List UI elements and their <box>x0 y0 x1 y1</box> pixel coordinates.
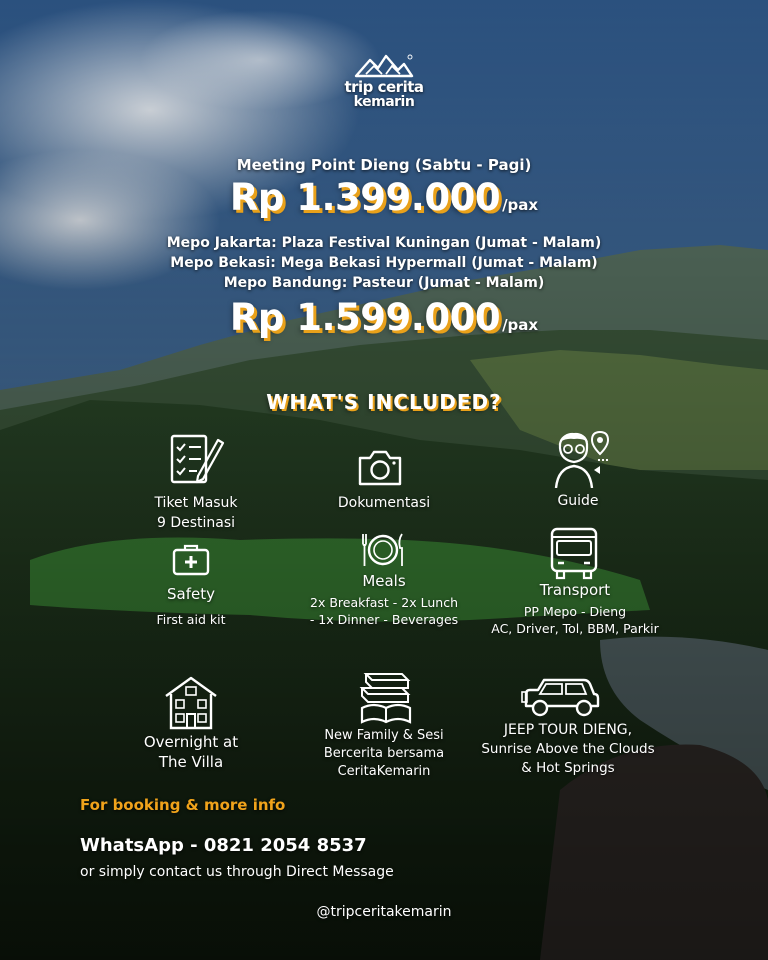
item-books-line3: CeritaKemarin <box>337 764 431 779</box>
item-safety-detail: First aid kit <box>156 612 226 627</box>
booking-info-label: For booking & more info <box>80 796 286 814</box>
item-villa-line1: Overnight at <box>143 733 239 751</box>
jeep-icon <box>520 676 606 720</box>
item-transport-detail-line1: PP Mepo - Dieng <box>523 604 627 619</box>
meeting-point-dieng: Meeting Point Dieng (Sabtu - Pagi) <box>236 156 532 174</box>
item-meals-title: Meals <box>362 572 406 590</box>
item-jeep-line2: Sunrise Above the Clouds <box>481 741 655 757</box>
per-pax-label: /pax <box>502 316 539 334</box>
price-mepo-row <box>0 296 768 339</box>
guide-person-icon <box>552 430 612 488</box>
price-mepo: Rp 1.599.000 <box>229 296 501 339</box>
instagram-handle[interactable]: @tripceritakemarin <box>316 904 452 920</box>
bus-icon <box>548 527 600 581</box>
price-dieng-row <box>0 176 768 219</box>
price-dieng: Rp 1.399.000 <box>229 176 501 219</box>
item-tiket-masuk-line2: 9 Destinasi <box>156 515 236 531</box>
villa-icon <box>162 674 220 732</box>
first-aid-kit-icon <box>172 543 210 577</box>
item-safety-title: Safety <box>167 585 215 603</box>
checklist-icon <box>168 430 226 486</box>
brand-logo <box>336 52 432 109</box>
item-meals-detail-line2: - 1x Dinner - Beverages <box>309 612 459 627</box>
logo-text-line2: kemarin <box>353 94 415 110</box>
item-jeep-line1: JEEP TOUR DIENG, <box>503 722 633 738</box>
logo-text-line1: trip cerita <box>344 78 424 96</box>
item-guide: Guide <box>557 493 599 509</box>
books-icon <box>358 670 414 724</box>
per-pax-label: /pax <box>502 196 539 214</box>
mountain-logo-icon <box>352 52 416 80</box>
mepo-bekasi: Mepo Bekasi: Mega Bekasi Hypermall (Jumat - Malam) <box>170 255 598 271</box>
item-transport-title: Transport <box>539 581 611 599</box>
item-villa-line2: The Villa <box>158 753 224 771</box>
meal-plate-icon <box>360 530 406 568</box>
item-tiket-masuk-line1: Tiket Masuk <box>154 495 238 511</box>
whats-included-heading: WHAT'S INCLUDED? <box>266 390 502 414</box>
item-books-line2: Bercerita bersama <box>323 746 445 761</box>
mepo-bandung: Mepo Bandung: Pasteur (Jumat - Malam) <box>223 275 545 291</box>
camera-icon <box>356 446 404 488</box>
mepo-jakarta: Mepo Jakarta: Plaza Festival Kuningan (Jumat - Malam) <box>166 235 602 251</box>
item-dokumentasi: Dokumentasi <box>337 495 431 511</box>
item-books-line1: New Family & Sesi <box>324 728 444 743</box>
item-transport-detail-line2: AC, Driver, Tol, BBM, Parkir <box>491 621 659 636</box>
item-jeep-line3: & Hot Springs <box>521 760 615 776</box>
direct-message-note: or simply contact us through Direct Message <box>80 864 394 880</box>
whatsapp-number[interactable]: WhatsApp - 0821 2054 8537 <box>80 835 367 856</box>
item-meals-detail-line1: 2x Breakfast - 2x Lunch <box>310 595 458 610</box>
